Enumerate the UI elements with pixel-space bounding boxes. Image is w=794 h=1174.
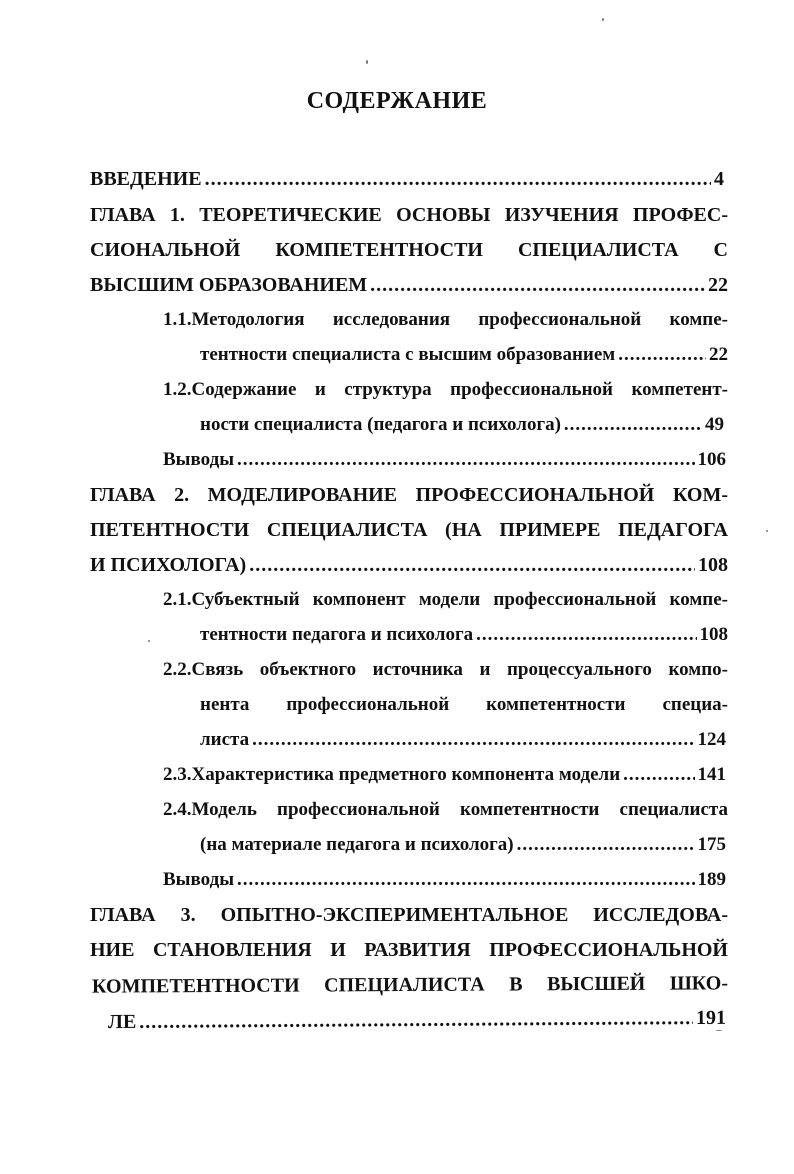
toc-label: Выводы	[163, 869, 235, 890]
toc-section-2-3	[163, 758, 726, 792]
leader-dots	[517, 828, 695, 862]
toc-chapter-1-conclusions	[163, 443, 726, 477]
toc-label: ВЫСШИМ ОБРАЗОВАНИЕМ	[90, 274, 368, 296]
toc-label: ности специалиста (педагога и психолога)	[200, 414, 561, 435]
toc-page-number: 124	[697, 729, 726, 750]
toc-chapter-3-last	[108, 1001, 726, 1039]
toc-label: Выводы	[163, 449, 235, 470]
leader-dots	[618, 338, 706, 372]
toc-section-1-2-line-1: 1.2.Содержание и структура профессиональной компетент-	[163, 379, 728, 400]
toc-chapter-3-line-2: НИЕ СТАНОВЛЕНИЯ И РАЗВИТИЯ ПРОФЕССИОНАЛЬНОЙ	[90, 939, 728, 961]
toc-page-number: 22	[708, 274, 728, 296]
toc-page-number: 4	[714, 168, 724, 190]
leader-dots	[237, 443, 694, 477]
toc-page-number: 106	[697, 449, 726, 470]
toc-section-2-2-line-2: нента профессиональной компетентности специа-	[200, 694, 728, 715]
leader-dots	[205, 162, 711, 196]
toc-chapter-1-line-2: СИОНАЛЬНОЙ КОМПЕТЕНТНОСТИ СПЕЦИАЛИСТА С	[90, 239, 728, 261]
toc-page-number: 175	[697, 834, 726, 855]
leader-dots	[249, 548, 695, 582]
scan-speck	[148, 640, 150, 642]
toc-chapter-2-conclusions	[163, 863, 726, 897]
toc-section-1-1-last	[200, 338, 728, 372]
leader-dots	[476, 618, 696, 652]
toc-section-2-4-line-1: 2.4.Модель профессиональной компетентности специалиста	[163, 799, 728, 820]
leader-dots	[139, 1001, 693, 1039]
toc-page-number: 22	[709, 344, 728, 365]
toc-chapter-2-line-2: ПЕТЕНТНОСТИ СПЕЦИАЛИСТА (НА ПРИМЕРЕ ПЕДАГОГА	[90, 519, 728, 541]
toc-label: тентности педагога и психолога	[200, 624, 474, 645]
page-title: СОДЕРЖАНИЕ	[306, 88, 488, 114]
toc-section-1-2-last	[200, 408, 724, 442]
toc-chapter-1-line-1: ГЛАВА 1. ТЕОРЕТИЧЕСКИЕ ОСНОВЫ ИЗУЧЕНИЯ ПРОФЕС-	[90, 204, 728, 226]
toc-chapter-3-line-1: ГЛАВА 3. ОПЫТНО-ЭКСПЕРИМЕНТАЛЬНОЕ ИССЛЕДОВА-	[90, 904, 728, 926]
toc-section-2-1-last	[200, 618, 728, 652]
scan-speck	[766, 530, 768, 532]
toc-label: И ПСИХОЛОГА)	[90, 554, 247, 576]
toc-entry-intro	[90, 162, 724, 196]
scan-speck	[366, 60, 368, 64]
toc-section-2-1-line-1: 2.1.Субъектный компонент модели профессиональной компе-	[163, 589, 728, 610]
scan-speck	[602, 18, 604, 21]
toc-chapter-1-last	[90, 268, 728, 302]
leader-dots	[623, 758, 694, 792]
leader-dots	[237, 863, 694, 897]
leader-dots	[252, 723, 694, 757]
toc-label: ВВЕДЕНИЕ	[90, 168, 202, 190]
toc-section-2-2-last	[200, 723, 726, 757]
toc-page-number: 49	[705, 414, 724, 435]
leader-dots	[564, 408, 702, 442]
toc-section-1-1-line-1: 1.1.Методология исследования профессиональной компе-	[163, 309, 728, 330]
toc-label: (на материале педагога и психолога)	[200, 834, 514, 855]
toc-label: ЛЕ	[107, 1010, 137, 1034]
toc-label: листа	[200, 729, 250, 750]
leader-dots	[370, 268, 705, 302]
toc-page-number: 141	[697, 764, 726, 785]
toc-label: тентности специалиста с высшим образованием	[200, 344, 616, 365]
toc-chapter-2-last	[90, 548, 728, 582]
toc-section-2-4-last	[200, 828, 726, 862]
toc-chapter-2-line-1: ГЛАВА 2. МОДЕЛИРОВАНИЕ ПРОФЕССИОНАЛЬНОЙ КОМ-	[90, 484, 728, 506]
toc-label: 2.3.Характеристика предметного компонента модели	[163, 764, 621, 785]
toc-page-number: 108	[699, 624, 728, 645]
toc-page-number: 189	[697, 869, 726, 890]
scan-speck	[716, 1030, 722, 1031]
toc-chapter-3-line-3: КОМПЕТЕНТНОСТИ СПЕЦИАЛИСТА В ВЫСШЕЙ ШКО-	[91, 972, 729, 998]
toc-page-number: 191	[695, 1006, 727, 1030]
toc-section-2-2-line-1: 2.2.Связь объектного источника и процессуального компо-	[163, 659, 728, 680]
toc-page-number: 108	[698, 554, 728, 576]
